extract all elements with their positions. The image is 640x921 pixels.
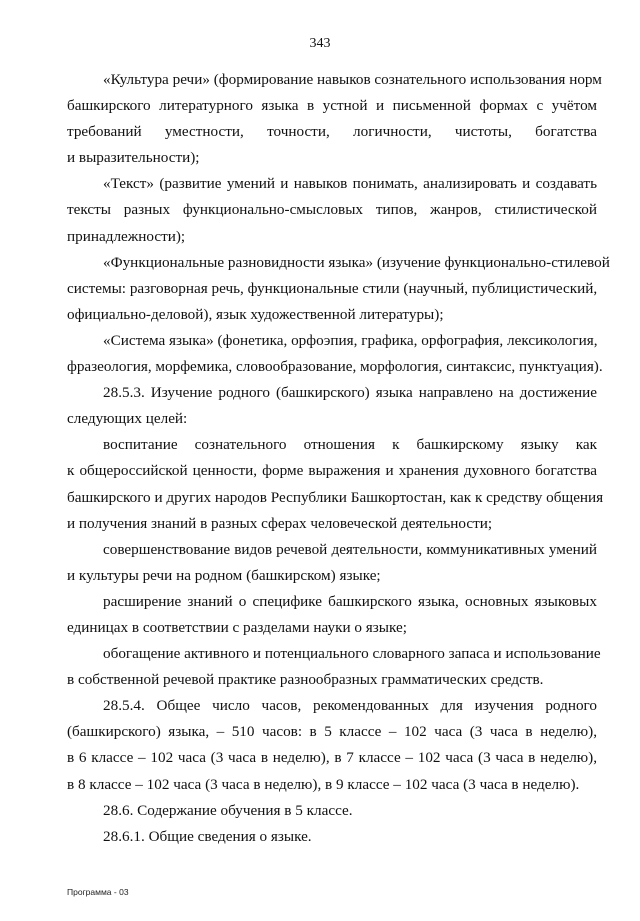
text-line: официально-деловой), язык художественной литературы);: [67, 305, 444, 323]
text-line: принадлежности);: [67, 227, 186, 245]
text-line: следующих целей:: [67, 410, 188, 428]
text-line: 28.5.4. Общее число часов, рекомендованных для изучения родного: [103, 697, 597, 715]
page-number: 343: [309, 36, 331, 51]
text-line: и получения знаний в разных сферах человеческой деятельности;: [67, 514, 493, 532]
text-line: «Текст» (развитие умений и навыков понимать, анализировать и создавать: [103, 175, 597, 193]
text-line: (башкирского) языка, – 510 часов: в 5 классе – 102 часа (3 часа в неделю),: [67, 723, 597, 741]
text-line: и культуры речи на родном (башкирском) языке;: [67, 566, 381, 584]
text-line: в собственной речевой практике разнообразных грамматических средств.: [67, 671, 544, 689]
text-line: и выразительности);: [67, 149, 200, 167]
document-body: [67, 67, 610, 850]
text-line: «Функциональные разновидности языка» (изучение функционально-стилевой: [103, 253, 610, 271]
text-line: расширение знаний о специфике башкирского языка, основных языковых: [103, 592, 597, 610]
text-line: совершенствование видов речевой деятельности, коммуникативных умений: [103, 540, 597, 558]
text-line: 28.5.3. Изучение родного (башкирского) языка направлено на достижение: [103, 384, 597, 402]
text-line: требований уместности, точности, логичности, чистоты, богатства: [67, 123, 597, 141]
text-line: системы: разговорная речь, функциональные стили (научный, публицистический,: [67, 279, 598, 297]
text-line: в 6 классе – 102 часа (3 часа в неделю), в 7 классе – 102 часа (3 часа в неделю),: [67, 749, 597, 767]
text-line: фразеология, морфемика, словообразование, морфология, синтаксис, пунктуация).: [67, 358, 603, 376]
footer-label: Программа - 03: [67, 887, 129, 897]
text-line: обогащение активного и потенциального словарного запаса и использование: [103, 645, 601, 663]
text-line: к общероссийской ценности, форме выражения и хранения духовного богатства: [67, 462, 597, 480]
text-line: «Система языка» (фонетика, орфоэпия, графика, орфография, лексикология,: [103, 331, 598, 349]
text-line: «Культура речи» (формирование навыков сознательного использования норм: [103, 71, 602, 88]
text-line: единицах в соответствии с разделами науки о языке;: [67, 618, 407, 636]
text-line: в 8 классе – 102 часа (3 часа в неделю), в 9 классе – 102 часа (3 часа в неделю).: [67, 775, 580, 793]
text-line: башкирского литературного языка в устной и письменной формах с учётом: [67, 97, 597, 115]
text-line: башкирского и других народов Республики Башкортостан, как к средству общения: [67, 488, 604, 506]
text-line: тексты разных функционально-смысловых типов, жанров, стилистической: [67, 201, 597, 219]
text-line: 28.6. Содержание обучения в 5 классе.: [103, 801, 353, 819]
text-line: 28.6.1. Общие сведения о языке.: [103, 827, 312, 845]
text-line: воспитание сознательного отношения к башкирскому языку как: [103, 436, 597, 454]
